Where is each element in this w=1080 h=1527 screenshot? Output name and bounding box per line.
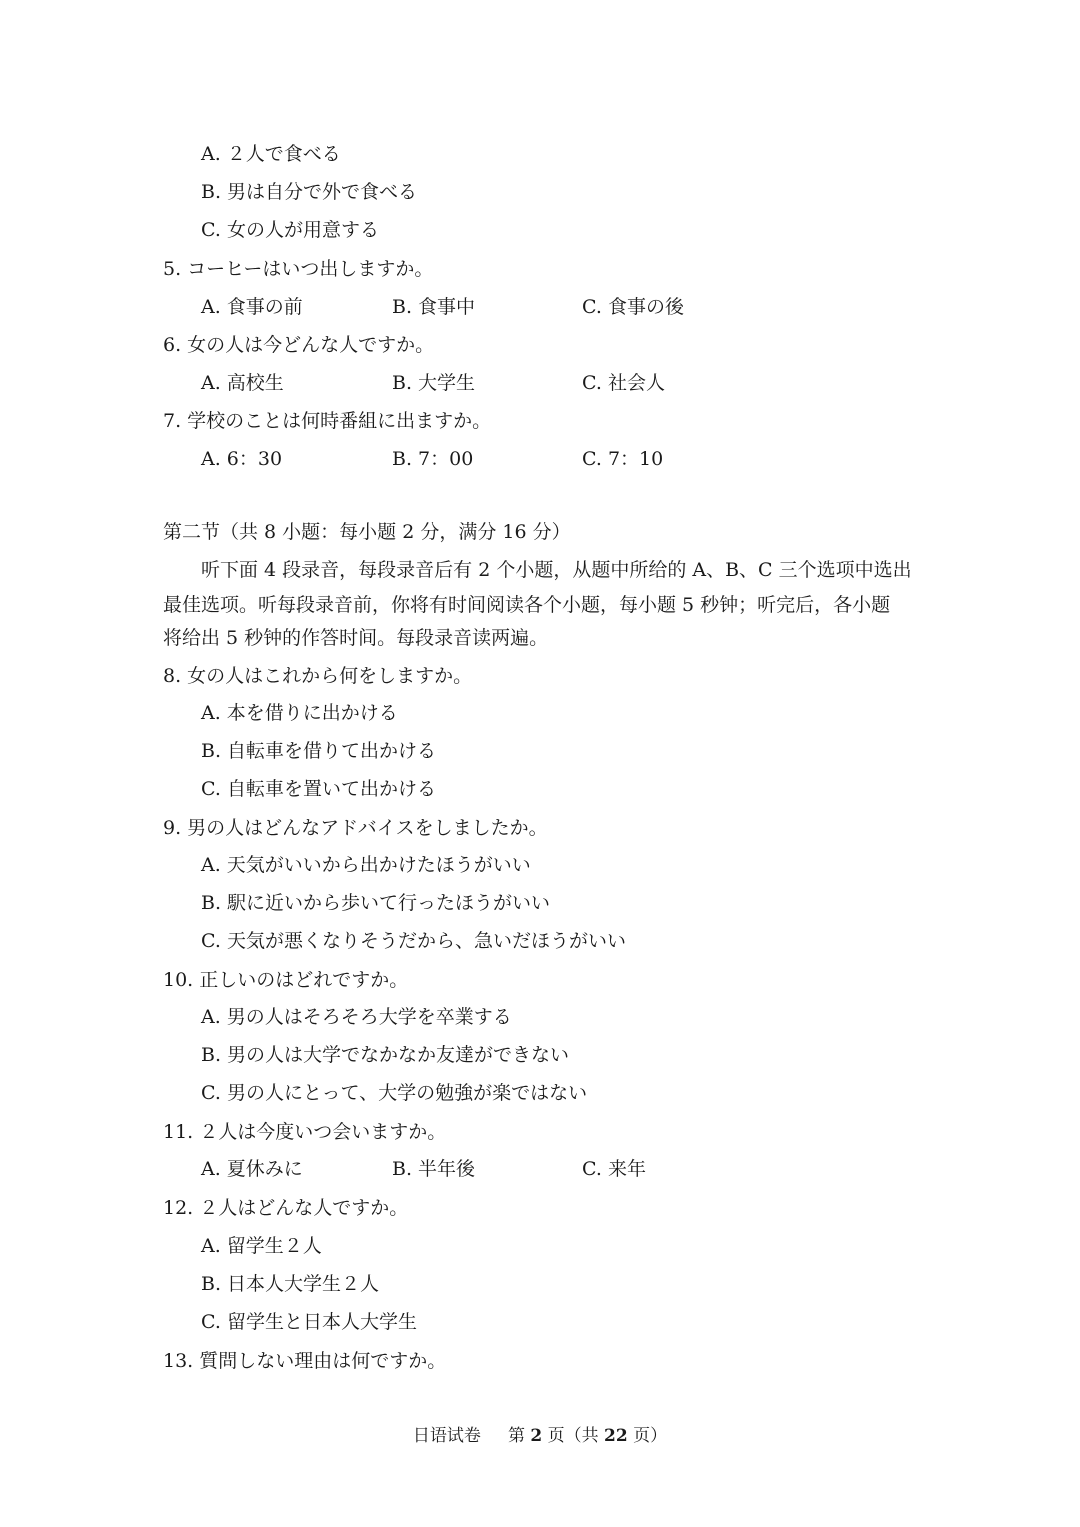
option-5a: A. 食事の前 bbox=[201, 296, 303, 318]
footer-subject: 日语试卷 bbox=[412, 1426, 481, 1446]
option-12c: C. 留学生と日本人大学生 bbox=[201, 1311, 417, 1333]
footer-page-total: 22 bbox=[604, 1426, 628, 1446]
question-10: 10. 正しいのはどれですか。 bbox=[163, 969, 409, 991]
option-10a: A. 男の人はそろそろ大学を卒業する bbox=[201, 1006, 512, 1028]
option-8b: B. 自転車を借りて出かける bbox=[201, 740, 437, 762]
footer-page-mid: 页（共 bbox=[547, 1426, 599, 1446]
option-9c: C. 天気が悪くなりそうだから、急いだほうがいい bbox=[201, 930, 626, 952]
option-4a: A. ２人で食べる bbox=[201, 143, 341, 165]
option-6a: A. 高校生 bbox=[201, 372, 284, 394]
question-11: 11. ２人は今度いつ会いますか。 bbox=[163, 1121, 447, 1143]
question-8: 8. 女の人はこれから何をしますか。 bbox=[163, 665, 473, 687]
instructions-line-2: 最佳选项。听每段录音前，你将有时间阅读各个小题，每小题 5 秒钟；听完后，各小题 bbox=[163, 594, 891, 616]
option-11b: B. 半年後 bbox=[392, 1158, 476, 1180]
option-12a: A. 留学生２人 bbox=[201, 1235, 322, 1257]
question-13: 13. 質問しない理由は何ですか。 bbox=[163, 1350, 447, 1372]
option-8a: A. 本を借りに出かける bbox=[201, 702, 398, 724]
option-7c: C. 7：10 bbox=[582, 448, 664, 470]
option-5b: B. 食事中 bbox=[392, 296, 476, 318]
option-6b: B. 大学生 bbox=[392, 372, 476, 394]
question-12: 12. ２人はどんな人ですか。 bbox=[163, 1197, 409, 1219]
footer-page-prefix: 第 bbox=[507, 1426, 525, 1446]
question-5: 5. コーヒーはいつ出しますか。 bbox=[163, 258, 434, 280]
option-5c: C. 食事の後 bbox=[582, 296, 684, 318]
instructions-line-1: 听下面 4 段录音，每段录音后有 2 个小题，从题中所给的 A、B、C 三个选项中选出 bbox=[201, 559, 912, 581]
option-10c: C. 男の人にとって、大学の勉強が楽ではない bbox=[201, 1082, 588, 1104]
footer-page-suffix: 页） bbox=[633, 1426, 668, 1446]
option-7a: A. 6：30 bbox=[201, 448, 283, 470]
footer-page-number: 2 bbox=[530, 1426, 543, 1446]
option-4b: B. 男は自分で外で食べる bbox=[201, 181, 418, 203]
option-9b: B. 駅に近いから歩いて行ったほうがいい bbox=[201, 892, 551, 914]
option-8c: C. 自転車を置いて出かける bbox=[201, 778, 436, 800]
option-6c: C. 社会人 bbox=[582, 372, 665, 394]
option-11a: A. 夏休みに bbox=[201, 1158, 303, 1180]
option-12b: B. 日本人大学生２人 bbox=[201, 1273, 380, 1295]
question-7: 7. 学校のことは何時番組に出ますか。 bbox=[163, 410, 492, 432]
option-10b: B. 男の人は大学でなかなか友達ができない bbox=[201, 1044, 570, 1066]
option-9a: A. 天気がいいから出かけたほうがいい bbox=[201, 854, 531, 876]
page-footer bbox=[0, 1422, 1080, 1450]
question-9: 9. 男の人はどんなアドバイスをしましたか。 bbox=[163, 817, 548, 839]
option-4c: C. 女の人が用意する bbox=[201, 219, 379, 241]
instructions-line-3: 将给出 5 秒钟的作答时间。每段录音读两遍。 bbox=[163, 627, 549, 649]
option-7b: B. 7：00 bbox=[392, 448, 474, 470]
option-11c: C. 来年 bbox=[582, 1158, 646, 1180]
section-heading: 第二节（共 8 小题：每小题 2 分，满分 16 分） bbox=[163, 521, 571, 543]
question-6: 6. 女の人は今どんな人ですか。 bbox=[163, 334, 435, 356]
